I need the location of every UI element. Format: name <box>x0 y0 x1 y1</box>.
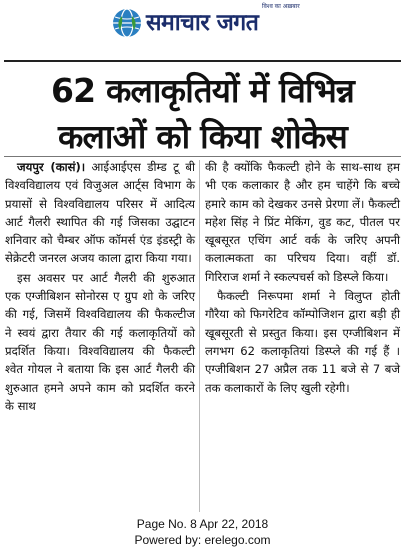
headline-line-2: कलाओं को किया शोकेस <box>58 117 347 156</box>
headline-line-1: 62 कलाकृतियों में विभिन्न <box>50 71 355 110</box>
article-paragraph <box>5 158 195 268</box>
headline-rule <box>4 156 401 157</box>
article-paragraph: की है क्योंकि फैकल्टी होने के साथ-साथ हम भी एक कलाकार है और हम चाहेंगे कि बच्चे हमारे काम को देखकर उनसे प्रेरणा लें। फैकल्टी महेश सिंह ने प्रिंट मेकिंग, वुड कट, पीतल पर खूबसूरत एचिंग आर्ट वर्क के जरिए अपनी कलात्मकता का परिचय दिया। वहीं डॉ. गिरिराज शर्मा ने स्कल्पचर्स को डिस्प्ले किया। <box>205 160 400 284</box>
headline <box>0 68 405 160</box>
article-column-left <box>5 158 195 415</box>
dateline: जयपुर (कासं)। <box>17 160 86 174</box>
globe-logo-icon <box>112 8 142 38</box>
paragraph-text: आईआईएस डीम्ड टू बी विश्वविद्यालय एवं विजुअल आर्ट्स विभाग के प्रयासों से विश्वविद्यालय परिसर में आदित्य आर्ट गैलरी स्थापित की गई जिसका उद्घाटन शनिवार को चैम्बर ऑफ कॉमर्स एंड इंडस्ट्री के सेक्रेटरी जनरल अजय काला द्वारा किया गया। <box>5 160 195 266</box>
page-footer <box>0 516 405 548</box>
article-column-right <box>205 158 400 397</box>
article-paragraph: इस अवसर पर आर्ट गैलरी की शुरुआत एक एग्जीबिशन सोनोरस ए ग्रुप शो के जरिए की गई, जिसमें विश्वविद्यालय की फैकल्टीज ने स्वयं द्वारा तैयार की गई कलाकृतियों को प्रदर्शित किया। विश्वविद्यालय की फैकल्टी श्वेत गोयल ने बताया कि इस आर्ट गैलरी की शुरुआत हमने अपने काम को प्रदर्शित करने के साथ <box>5 270 195 413</box>
masthead-tagline: विश्व का अख़बार <box>262 3 300 10</box>
powered-by-link[interactable]: Powered by: erelego.com <box>134 533 271 547</box>
page-info: Page No. 8 Apr 22, 2018 <box>136 517 269 531</box>
column-divider <box>199 160 200 512</box>
article-paragraph: फैकल्टी निरूपमा शर्मा ने विलुप्त होती गौरैया को फिगरेटिव कॉम्पोजिशन द्वारा बड़ी ही खूबसूरती से प्रस्तुत किया। इस एग्जीबिशन में लगभग 62 कलाकृतियां डिस्प्ले की गई हैं । एग्जीबिशन 27 अप्रैल तक 11 बजे से 7 बजे तक कलाकारों के लिए खुली रहेगी। <box>205 289 400 395</box>
masthead-title: समाचार जगत <box>146 10 259 36</box>
masthead <box>0 0 405 50</box>
top-rule <box>4 60 401 62</box>
